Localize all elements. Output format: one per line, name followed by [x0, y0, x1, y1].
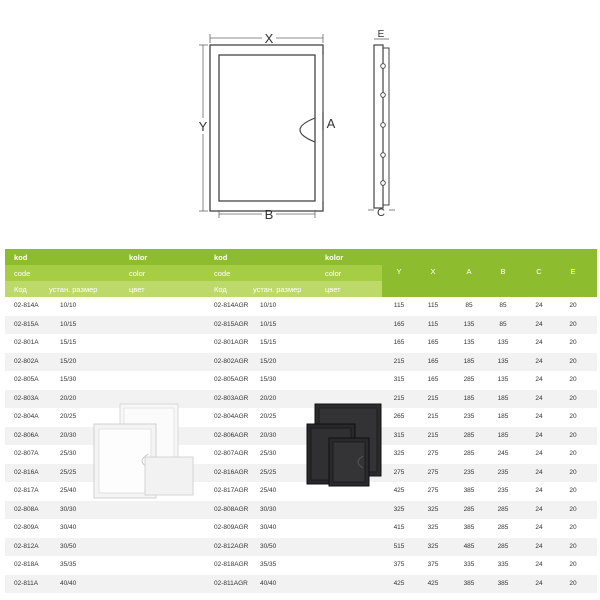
header-code-mid: code [214, 269, 231, 278]
a-cell: 135 [463, 339, 475, 346]
graphite-size-cell: 30/30 [260, 505, 277, 513]
y-cell: 165 [393, 339, 405, 346]
graphite-size-cell: 20/25 [260, 413, 277, 420]
b-cell: 335 [497, 561, 509, 568]
y-cell: 115 [393, 302, 405, 309]
white-code-cell: 02-802A [14, 357, 39, 365]
e-cell: 20 [569, 450, 577, 457]
white-code-cell: 02-807A [14, 450, 39, 457]
header-code-left: code [14, 269, 31, 278]
b-cell: 235 [497, 487, 509, 494]
graphite-code-cell: 02-807AGR [214, 450, 249, 457]
white-size-cell: 30/40 [60, 524, 77, 531]
white-code-cell: 02-804A [14, 413, 39, 420]
header-kod-mid: kod [214, 253, 228, 262]
graphite-size-cell: 25/25 [260, 468, 277, 476]
white-code-cell: 02-801A [14, 339, 39, 346]
dim-header-a: A [466, 267, 472, 276]
e-cell: 20 [569, 413, 577, 420]
a-cell: 285 [463, 450, 475, 457]
graphite-code-cell: 02-801AGR [214, 339, 249, 346]
a-cell: 235 [463, 468, 475, 476]
c-cell: 24 [535, 450, 543, 457]
white-size-cell: 30/50 [60, 542, 77, 550]
white-size-cell: 20/20 [60, 394, 77, 402]
e-cell: 20 [569, 431, 577, 439]
x-cell: 325 [427, 505, 439, 513]
table-row [5, 538, 597, 556]
a-cell: 135 [463, 320, 475, 328]
a-cell: 285 [463, 431, 475, 439]
b-cell: 135 [497, 339, 509, 346]
y-cell: 275 [393, 468, 405, 476]
table-row [5, 371, 597, 389]
header-size-ru-left: устан. размер [49, 285, 98, 294]
graphite-code-cell: 02-809AGR [214, 524, 249, 531]
c-cell: 24 [535, 487, 543, 494]
graphite-code-cell: 02-814AGR [214, 302, 249, 309]
white-size-cell: 25/40 [60, 487, 77, 494]
white-code-cell: 02-812A [14, 542, 39, 550]
graphite-size-cell: 20/30 [260, 431, 277, 439]
e-cell: 20 [569, 394, 577, 402]
table-row [5, 519, 597, 537]
white-size-cell: 15/30 [60, 376, 77, 383]
dimension-y-label: Y [198, 119, 208, 134]
header-color-ru-left: цвет [129, 285, 145, 294]
b-cell: 245 [497, 450, 509, 457]
dimension-header-block [382, 249, 597, 297]
white-code-cell: 02-803A [14, 394, 39, 402]
white-size-cell: 20/25 [60, 413, 77, 420]
b-cell: 85 [499, 302, 507, 309]
graphite-code-cell: 02-802AGR [214, 357, 249, 365]
table-row [5, 556, 597, 574]
white-size-cell: 25/30 [60, 450, 77, 457]
graphite-size-cell: 40/40 [260, 579, 277, 587]
graphite-code-cell: 02-806AGR [214, 431, 249, 439]
a-cell: 235 [463, 413, 475, 420]
a-cell: 385 [463, 524, 475, 531]
header-kod-ru-left: Код [14, 285, 27, 294]
header-kod-ru-mid: Код [214, 285, 227, 294]
x-cell: 215 [427, 431, 439, 439]
dim-header-e: E [570, 267, 576, 276]
graphite-size-cell: 30/40 [260, 524, 277, 531]
e-cell: 20 [569, 579, 577, 587]
header-color-left: color [129, 269, 146, 278]
front-view-drawing [199, 31, 336, 222]
b-cell: 135 [497, 357, 509, 365]
x-cell: 165 [427, 357, 439, 365]
graphite-code-cell: 02-812AGR [214, 542, 249, 550]
x-cell: 215 [427, 394, 439, 402]
header-size-ru-mid: устан. размер [253, 285, 302, 294]
table-row [5, 297, 597, 315]
e-cell: 20 [569, 320, 577, 328]
graphite-size-cell: 20/20 [260, 394, 277, 402]
graphite-size-cell: 30/50 [260, 542, 277, 550]
white-size-cell: 30/30 [60, 505, 77, 513]
header-color-mid: color [325, 269, 342, 278]
graphite-code-cell: 02-808AGR [214, 505, 249, 513]
a-cell: 285 [463, 376, 475, 383]
c-cell: 24 [535, 561, 543, 568]
graphite-code-cell: 02-817AGR [214, 487, 249, 494]
y-cell: 375 [393, 561, 405, 568]
y-cell: 315 [393, 376, 405, 383]
x-cell: 165 [427, 376, 439, 383]
graphite-size-cell: 15/30 [260, 376, 277, 383]
x-cell: 215 [427, 413, 439, 420]
b-cell: 185 [497, 431, 509, 439]
y-cell: 215 [393, 357, 405, 365]
b-cell: 135 [497, 376, 509, 383]
b-cell: 85 [499, 320, 507, 328]
table-row [5, 501, 597, 519]
b-cell: 285 [497, 524, 509, 531]
x-cell: 275 [427, 468, 439, 476]
y-cell: 415 [393, 524, 405, 531]
b-cell: 385 [497, 579, 509, 587]
dim-header-b: B [500, 267, 506, 276]
dim-header-c: C [536, 267, 542, 276]
header-kolor-mid: kolor [325, 253, 344, 262]
c-cell: 24 [535, 357, 543, 365]
e-cell: 20 [569, 542, 577, 550]
white-code-cell: 02-811A [14, 579, 39, 587]
x-cell: 115 [427, 302, 439, 309]
dimension-e-label: E [377, 29, 385, 40]
a-cell: 385 [463, 487, 475, 494]
graphite-size-cell: 25/30 [260, 450, 277, 457]
e-cell: 20 [569, 468, 577, 476]
table-row [5, 316, 597, 334]
a-cell: 385 [463, 579, 475, 587]
a-cell: 85 [465, 302, 473, 309]
side-view-drawing [368, 29, 395, 219]
header-color-ru-mid: цвет [325, 285, 341, 294]
table-row [5, 575, 597, 593]
dimension-x-label: X [264, 31, 274, 46]
x-cell: 275 [427, 450, 439, 457]
y-cell: 215 [393, 394, 405, 402]
c-cell: 24 [535, 376, 543, 383]
white-size-cell: 10/10 [60, 302, 77, 309]
b-cell: 185 [497, 394, 509, 402]
y-cell: 265 [393, 413, 405, 420]
x-cell: 325 [427, 542, 439, 550]
dim-header-x: X [430, 267, 436, 276]
graphite-code-cell: 02-811AGR [214, 579, 248, 587]
graphite-size-cell: 10/10 [260, 302, 277, 309]
c-cell: 24 [535, 413, 543, 420]
graphite-size-cell: 15/20 [260, 357, 277, 365]
table-row [5, 334, 597, 352]
c-cell: 24 [535, 524, 543, 531]
b-cell: 285 [497, 505, 509, 513]
white-size-cell: 40/40 [60, 579, 77, 587]
graphite-size-cell: 15/15 [260, 339, 277, 346]
header-kod-left: kod [14, 253, 28, 262]
white-code-cell: 02-806A [14, 431, 39, 439]
e-cell: 20 [569, 302, 577, 309]
e-cell: 20 [569, 524, 577, 531]
graphite-size-cell: 35/35 [260, 561, 277, 568]
white-size-cell: 15/15 [60, 339, 77, 346]
graphite-code-cell: 02-815AGR [214, 320, 249, 328]
y-cell: 325 [393, 450, 405, 457]
x-cell: 275 [427, 487, 439, 494]
dim-header-y: Y [396, 267, 402, 276]
white-code-cell: 02-816A [14, 468, 39, 476]
white-code-cell: 02-808A [14, 505, 39, 513]
graphite-code-cell: 02-803AGR [214, 394, 249, 402]
white-code-cell: 02-814A [14, 302, 39, 309]
e-cell: 20 [569, 487, 577, 494]
white-size-cell: 25/25 [60, 468, 77, 476]
white-code-cell: 02-809A [14, 524, 39, 531]
black-door-product-image [305, 402, 385, 492]
y-cell: 515 [393, 542, 405, 550]
white-door-product-image [90, 402, 200, 502]
e-cell: 20 [569, 561, 577, 568]
e-cell: 20 [569, 376, 577, 383]
a-cell: 335 [463, 561, 475, 568]
dimension-c-label: C [377, 207, 385, 219]
white-code-cell: 02-805A [14, 376, 39, 383]
graphite-size-cell: 10/15 [260, 320, 277, 328]
dimension-b-label: B [264, 207, 274, 222]
white-size-cell: 15/20 [60, 357, 77, 365]
white-code-cell: 02-815A [14, 320, 39, 328]
b-cell: 285 [497, 542, 509, 550]
table-row [5, 353, 597, 371]
graphite-code-cell: 02-816AGR [214, 468, 249, 476]
x-cell: 165 [427, 339, 439, 346]
c-cell: 24 [535, 505, 543, 513]
e-cell: 20 [569, 505, 577, 513]
y-cell: 165 [393, 320, 405, 328]
dimension-a-label: A [326, 116, 336, 131]
c-cell: 24 [535, 431, 543, 439]
header-kolor-left: kolor [129, 253, 148, 262]
b-cell: 235 [497, 468, 509, 476]
graphite-size-cell: 25/40 [260, 487, 277, 494]
white-size-cell: 10/15 [60, 320, 77, 328]
c-cell: 24 [535, 339, 543, 346]
c-cell: 24 [535, 394, 543, 402]
a-cell: 285 [463, 505, 475, 513]
c-cell: 24 [535, 542, 543, 550]
c-cell: 24 [535, 579, 543, 587]
y-cell: 315 [393, 431, 405, 439]
graphite-code-cell: 02-805AGR [214, 376, 249, 383]
c-cell: 24 [535, 468, 543, 476]
c-cell: 24 [535, 320, 543, 328]
x-cell: 115 [427, 320, 439, 328]
y-cell: 325 [393, 505, 405, 513]
white-size-cell: 35/35 [60, 561, 77, 568]
white-code-cell: 02-818A [14, 561, 39, 568]
b-cell: 185 [497, 413, 509, 420]
a-cell: 185 [463, 394, 475, 402]
white-size-cell: 20/30 [60, 431, 77, 439]
e-cell: 20 [569, 357, 577, 365]
c-cell: 24 [535, 302, 543, 309]
y-cell: 425 [393, 487, 405, 494]
x-cell: 375 [427, 561, 439, 568]
a-cell: 185 [463, 357, 475, 365]
white-code-cell: 02-817A [14, 487, 39, 494]
x-cell: 325 [427, 524, 439, 531]
graphite-code-cell: 02-818AGR [214, 561, 249, 568]
x-cell: 425 [427, 579, 439, 587]
technical-drawings [0, 0, 600, 240]
graphite-code-cell: 02-804AGR [214, 413, 249, 420]
e-cell: 20 [569, 339, 577, 346]
y-cell: 425 [393, 579, 405, 587]
a-cell: 485 [463, 542, 475, 550]
